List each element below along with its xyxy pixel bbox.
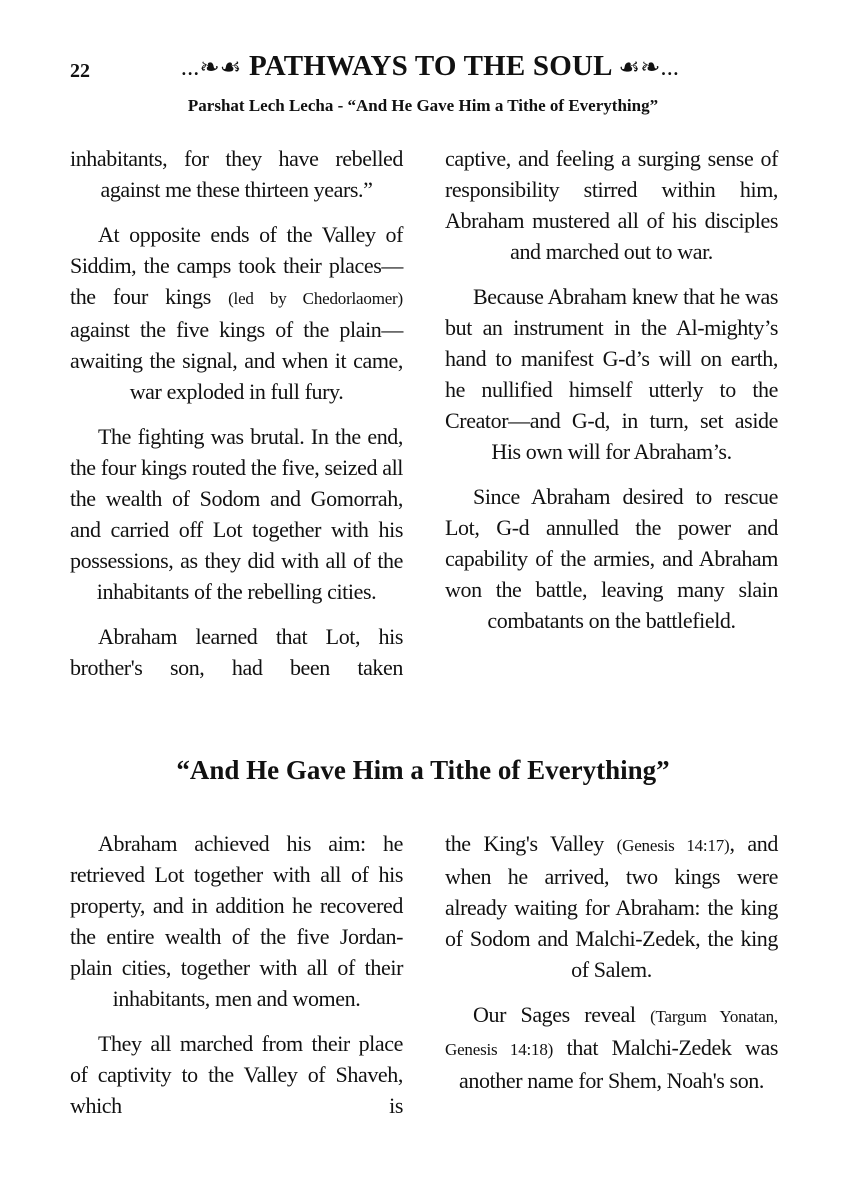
paragraph bbox=[70, 219, 403, 407]
paragraph-text: They all marched from their place of captivity to the Valley of Shaveh, which is bbox=[70, 1031, 403, 1118]
ornament-left-icon: ...❧☙ bbox=[180, 55, 242, 81]
paragraph-text: inhabitants, for they have rebelled against me these thirteen years.” bbox=[70, 146, 403, 202]
paragraph-text: The fighting was brutal. In the end, the four kings routed the five, seized all the wealth of Sodom and Gomorrah, and carried off Lot together with his possessions, as they did with all of the inhabitants of the rebelling cities. bbox=[70, 424, 403, 604]
ornament-right-icon: ☙❧... bbox=[618, 55, 680, 81]
book-title: PATHWAYS TO THE SOUL bbox=[248, 50, 612, 82]
paragraph-text: Abraham achieved his aim: he retrieved Lot together with all of his property, and in addition he recovered the entire wealth of the five Jordan-plain cities, together with all of their inhabitants, men and women. bbox=[70, 831, 403, 1011]
section-heading: “And He Gave Him a Tithe of Everything” bbox=[176, 755, 670, 785]
paragraph-text: the King's Valley bbox=[445, 831, 617, 856]
column-bottom-left bbox=[70, 828, 403, 1135]
paragraph bbox=[70, 421, 403, 607]
page-number: 22 bbox=[70, 60, 90, 82]
paragraph bbox=[445, 143, 778, 267]
paragraph bbox=[70, 143, 403, 205]
paragraph-text: Our Sages reveal bbox=[473, 1002, 651, 1027]
paragraph-text: Abraham learned that Lot, his brother's son, had been taken bbox=[70, 624, 403, 680]
paragraph-text: Since Abraham desired to rescue Lot, G-d annulled the power and capability of the armies, and Abraham won the battle, leaving many slain combatants on the battlefield. bbox=[445, 484, 778, 633]
paragraph bbox=[445, 828, 778, 985]
citation: (led by Chedorlaomer) bbox=[228, 289, 403, 308]
paragraph bbox=[70, 621, 403, 683]
paragraph-text: that Malchi-Zedek was another name for Shem, Noah's son. bbox=[458, 1035, 778, 1093]
paragraph-text: At opposite ends of the Valley of Siddim, the camps took their places—the four kings bbox=[70, 222, 403, 309]
paragraph-text: Because Abraham knew that he was but an instrument in the Al-mighty’s hand to manifest G-d’s will on earth, he nullified himself utterly to the Creator—and G-d, in turn, set aside His own will for Abraham’s. bbox=[445, 284, 778, 464]
column-top-right bbox=[445, 143, 778, 650]
paragraph-text: against the five kings of the plain—awaiting the signal, and when it came, war exploded in full fury. bbox=[70, 317, 403, 404]
paragraph bbox=[70, 828, 403, 1014]
citation: (Genesis 14:17) bbox=[616, 836, 730, 855]
running-title bbox=[130, 50, 730, 83]
column-top-left bbox=[70, 143, 403, 697]
paragraph-text: , and when he arrived, two kings were already waiting for Abraham: the king of Sodom and Malchi-Zedek, the king of Salem. bbox=[445, 831, 778, 982]
citation: (Targum Yonatan, Genesis 14:18) bbox=[445, 1007, 778, 1059]
paragraph bbox=[445, 999, 778, 1096]
column-bottom-right bbox=[445, 828, 778, 1110]
paragraph bbox=[70, 1028, 403, 1121]
paragraph bbox=[445, 281, 778, 467]
paragraph bbox=[445, 481, 778, 636]
chapter-subtitle: Parshat Lech Lecha - “And He Gave Him a Tithe of Everything” bbox=[187, 96, 659, 115]
paragraph-text: captive, and feeling a surging sense of responsibility stirred within him, Abraham mustered all of his disciples and marched out to war. bbox=[445, 146, 778, 264]
